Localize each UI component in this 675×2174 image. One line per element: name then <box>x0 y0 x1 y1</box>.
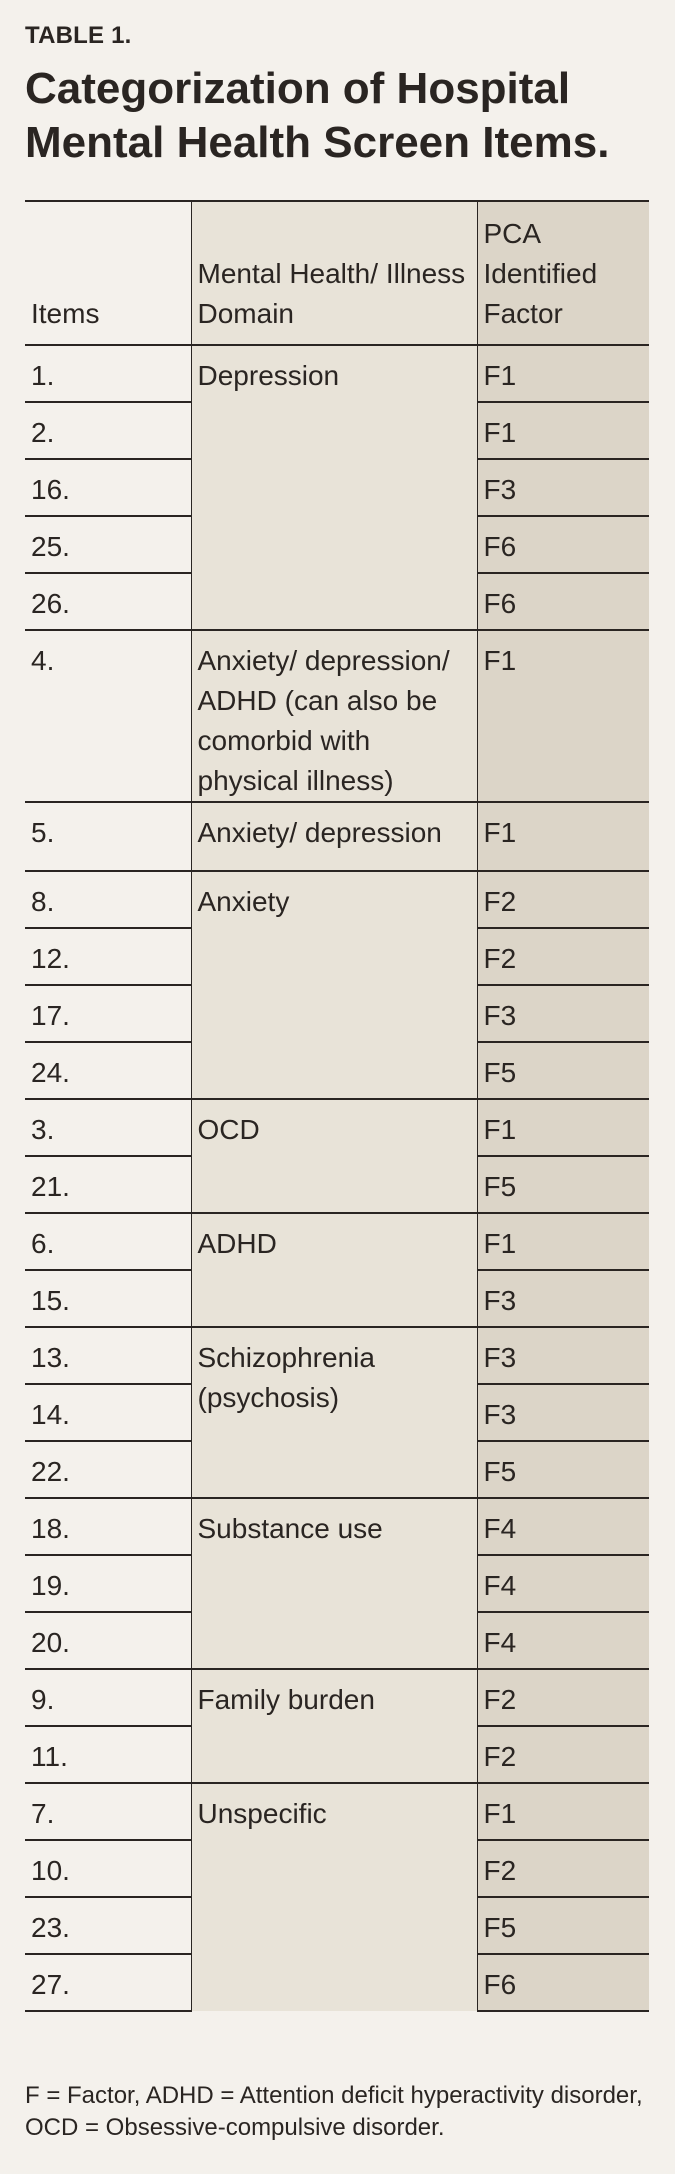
item-number: 12. <box>25 928 191 985</box>
item-number: 17. <box>25 985 191 1042</box>
header-domain: Mental Health/ Illness Domain <box>191 201 477 345</box>
table-row <box>25 1783 649 1840</box>
table-row <box>25 1327 649 1384</box>
item-number: 22. <box>25 1441 191 1498</box>
item-number: 11. <box>25 1726 191 1783</box>
factor-cell: F6 <box>477 573 649 630</box>
item-number: 23. <box>25 1897 191 1954</box>
factor-cell: F2 <box>477 1726 649 1783</box>
factor-cell: F4 <box>477 1498 649 1555</box>
factor-cell: F3 <box>477 1384 649 1441</box>
table-row <box>25 1498 649 1555</box>
domain-cell: Unspecific <box>191 1783 477 2011</box>
factor-cell: F1 <box>477 345 649 402</box>
factor-cell: F5 <box>477 1156 649 1213</box>
factor-cell: F6 <box>477 1954 649 2011</box>
item-number: 25. <box>25 516 191 573</box>
factor-cell: F1 <box>477 1783 649 1840</box>
item-number: 16. <box>25 459 191 516</box>
domain-cell: Schizophrenia (psychosis) <box>191 1327 477 1498</box>
factor-cell: F3 <box>477 1270 649 1327</box>
categorization-table <box>25 200 649 2012</box>
factor-cell: F1 <box>477 1213 649 1270</box>
header-items: Items <box>25 201 191 345</box>
item-number: 1. <box>25 345 191 402</box>
domain-cell: Family burden <box>191 1669 477 1783</box>
item-number: 3. <box>25 1099 191 1156</box>
item-number: 5. <box>25 802 191 871</box>
domain-cell: Depression <box>191 345 477 630</box>
item-number: 21. <box>25 1156 191 1213</box>
item-number: 24. <box>25 1042 191 1099</box>
header-row <box>25 201 649 345</box>
factor-cell: F6 <box>477 516 649 573</box>
factor-cell: F2 <box>477 928 649 985</box>
item-number: 4. <box>25 630 191 802</box>
item-number: 10. <box>25 1840 191 1897</box>
item-number: 7. <box>25 1783 191 1840</box>
table-row <box>25 630 649 802</box>
item-number: 13. <box>25 1327 191 1384</box>
item-number: 14. <box>25 1384 191 1441</box>
domain-cell: ADHD <box>191 1213 477 1327</box>
table-row <box>25 1099 649 1156</box>
factor-cell: F3 <box>477 1327 649 1384</box>
domain-cell: OCD <box>191 1099 477 1213</box>
factor-cell: F1 <box>477 402 649 459</box>
factor-cell: F2 <box>477 1840 649 1897</box>
table-title: Categorization of Hospital Mental Health Screen Items. <box>25 64 610 167</box>
factor-cell: F3 <box>477 985 649 1042</box>
item-number: 18. <box>25 1498 191 1555</box>
item-number: 6. <box>25 1213 191 1270</box>
item-number: 9. <box>25 1669 191 1726</box>
table-label: TABLE 1. <box>25 22 132 49</box>
domain-cell: Anxiety/ depression <box>191 802 477 871</box>
factor-cell: F5 <box>477 1897 649 1954</box>
factor-cell: F1 <box>477 630 649 802</box>
factor-cell: F2 <box>477 871 649 928</box>
factor-cell: F5 <box>477 1441 649 1498</box>
factor-cell: F1 <box>477 1099 649 1156</box>
domain-cell: Anxiety <box>191 871 477 1099</box>
table-row <box>25 1213 649 1270</box>
factor-cell: F1 <box>477 802 649 871</box>
table-body <box>25 345 649 2011</box>
item-number: 2. <box>25 402 191 459</box>
table-row <box>25 802 649 871</box>
item-number: 19. <box>25 1555 191 1612</box>
footnote: F = Factor, ADHD = Attention deficit hyperactivity disorder, OCD = Obsessive-compulsive disorder. <box>25 2082 643 2141</box>
domain-cell: Substance use <box>191 1498 477 1669</box>
domain-cell: Anxiety/ depression/ ADHD (can also be comorbid with physical illness) <box>191 630 477 802</box>
factor-cell: F4 <box>477 1555 649 1612</box>
item-number: 27. <box>25 1954 191 2011</box>
factor-cell: F2 <box>477 1669 649 1726</box>
item-number: 15. <box>25 1270 191 1327</box>
table-row <box>25 871 649 928</box>
table-row <box>25 1669 649 1726</box>
factor-cell: F5 <box>477 1042 649 1099</box>
item-number: 26. <box>25 573 191 630</box>
table-row <box>25 345 649 402</box>
item-number: 8. <box>25 871 191 928</box>
header-factor: PCA Identified Factor <box>477 201 649 345</box>
factor-cell: F4 <box>477 1612 649 1669</box>
factor-cell: F3 <box>477 459 649 516</box>
item-number: 20. <box>25 1612 191 1669</box>
